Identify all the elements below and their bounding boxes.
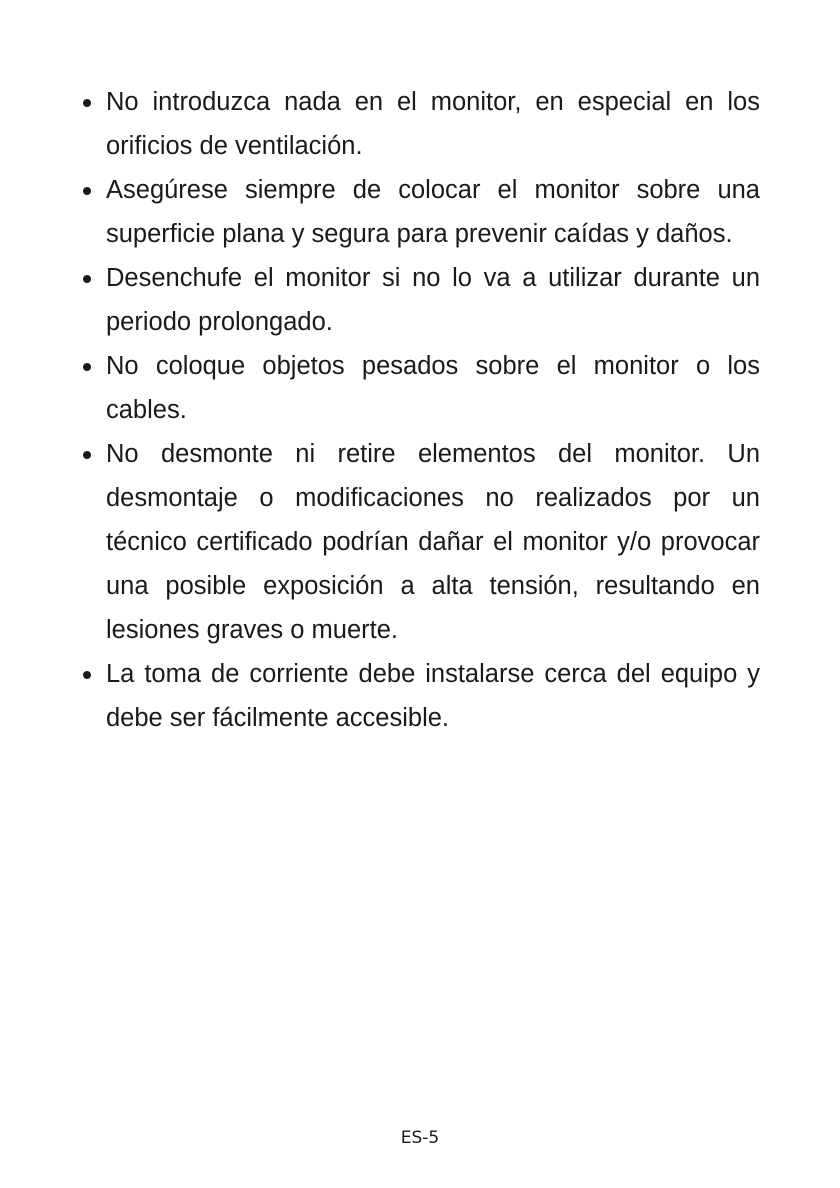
page-number: ES-5 (400, 1128, 440, 1148)
safety-bullet-list (82, 80, 760, 740)
bullet-text: Desenchufe el monitor si no lo va a utilizar durante un periodo prolongado. (106, 264, 760, 336)
bullet-text: No coloque objetos pesados sobre el monitor o los cables. (106, 352, 760, 424)
bullet-dot-icon (83, 275, 91, 283)
bullet-text: La toma de corriente debe instalarse cerca del equipo y debe ser fácilmente accesible. (106, 660, 760, 732)
bullet-item (82, 256, 760, 344)
bullet-item (82, 652, 760, 740)
bullet-item (82, 80, 760, 168)
bullet-dot-icon (83, 99, 91, 107)
bullet-item (82, 344, 760, 432)
bullet-dot-icon (83, 363, 91, 371)
bullet-dot-icon (83, 671, 91, 679)
bullet-text: No desmonte ni retire elementos del monitor. Un desmontaje o modificaciones no realizados por un técnico certificado podrían dañar el monitor y/o provocar una posible exposición a alta tensión, resultando en lesiones graves o muerte. (106, 440, 760, 644)
bullet-item (82, 432, 760, 652)
bullet-text: No introduzca nada en el monitor, en especial en los orificios de ventilación. (106, 88, 760, 160)
bullet-dot-icon (83, 451, 91, 459)
bullet-item (82, 168, 760, 256)
bullet-dot-icon (83, 187, 91, 195)
bullet-text: Asegúrese siempre de colocar el monitor sobre una superficie plana y segura para prevenir caídas y daños. (106, 176, 760, 248)
